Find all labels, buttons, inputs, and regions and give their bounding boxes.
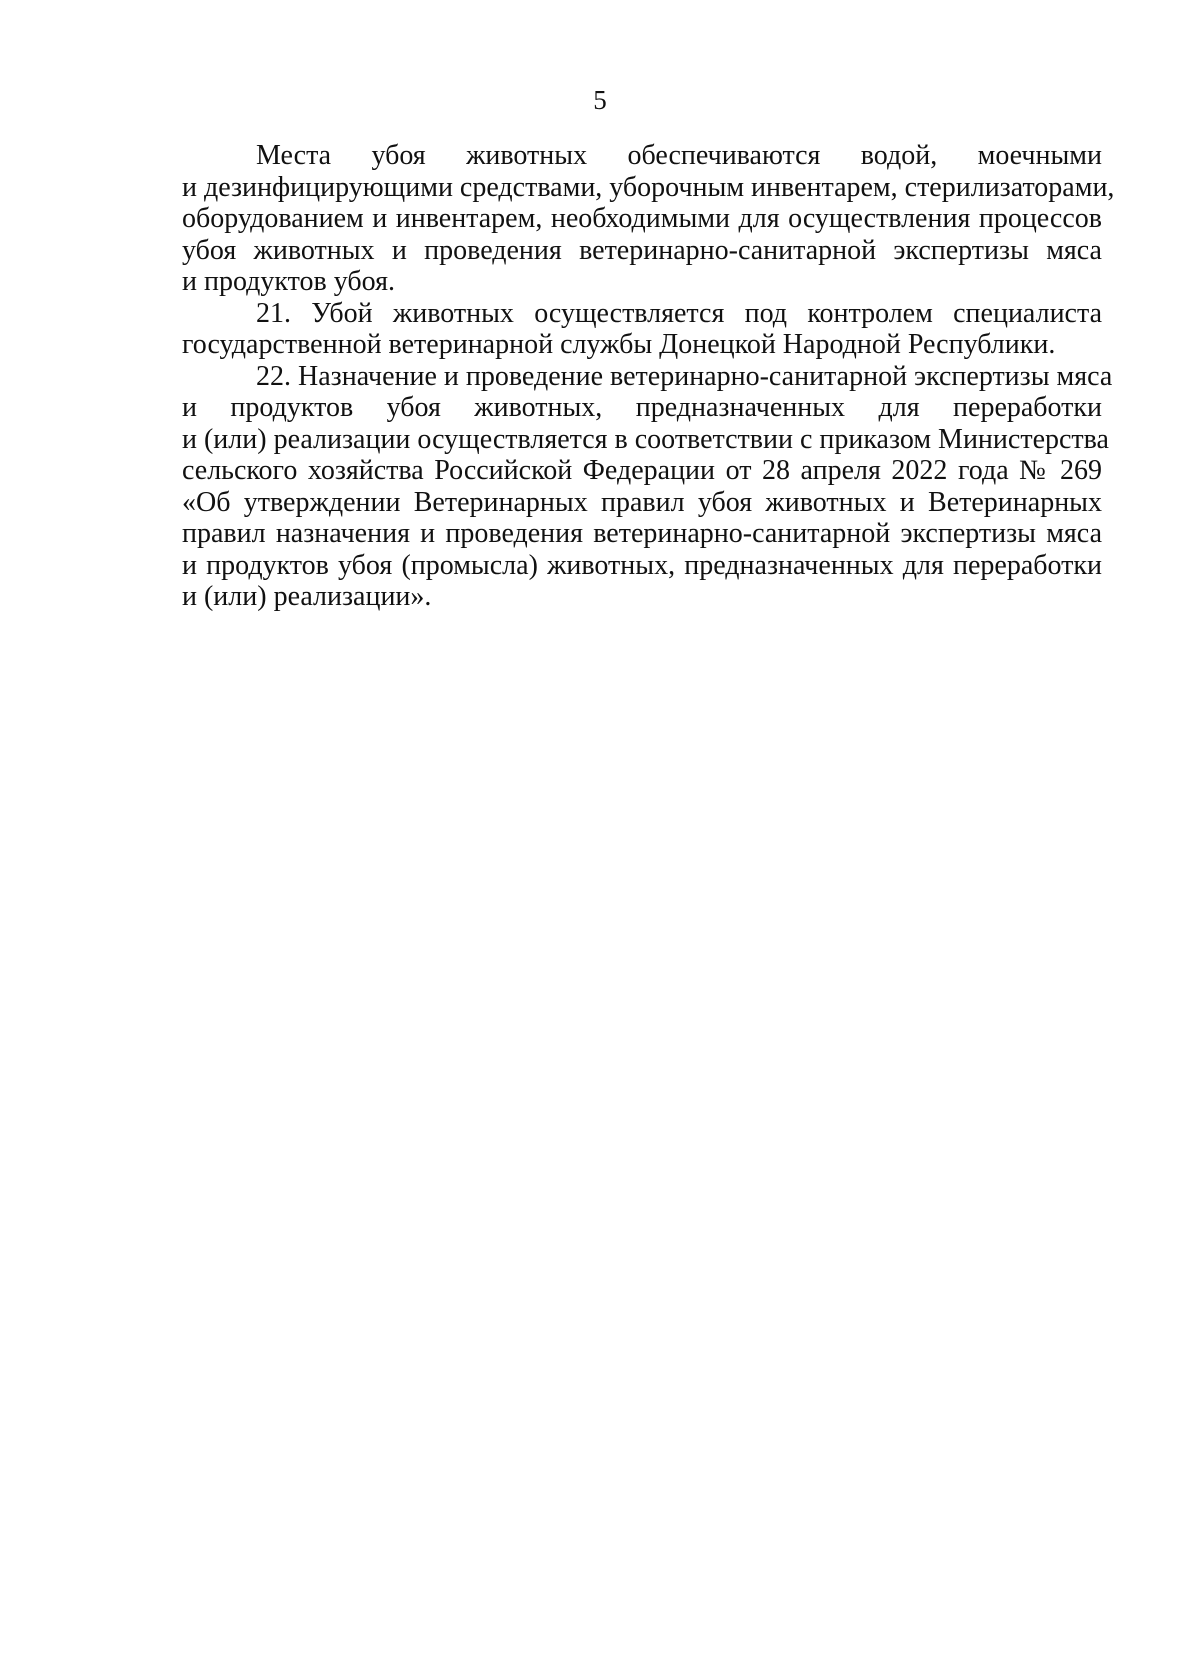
text-line: Места убоя животных обеспечиваются водой, моечными	[256, 140, 1102, 171]
text-line: оборудованием и инвентарем, необходимыми для осуществления процессов	[182, 203, 1102, 234]
text-line: 22. Назначение и проведение ветеринарно-санитарной экспертизы мяса	[256, 360, 1113, 392]
text-line: сельского хозяйства Российской Федерации от 28 апреля 2022 года № 269	[182, 455, 1102, 486]
text-line: и (или) реализации».	[182, 581, 432, 612]
text-line: и дезинфицирующими средствами, уборочным инвентарем, стерилизаторами,	[182, 171, 1115, 203]
text-line: и (или) реализации осуществляется в соответствии с приказом Министерства	[182, 423, 1109, 455]
text-line: правил назначения и проведения ветеринарно-санитарной экспертизы мяса	[182, 518, 1102, 549]
page-number: 5	[593, 85, 607, 115]
paragraph-1	[182, 140, 1115, 298]
paragraph-item-21	[182, 298, 1102, 361]
text-line: государственной ветеринарной службы Донецкой Народной Республики.	[182, 329, 1056, 360]
text-line: и продуктов убоя (промысла) животных, предназначенных для переработки	[182, 549, 1102, 581]
document-body	[182, 140, 1115, 613]
paragraph-item-22	[182, 360, 1113, 613]
text-line: 21. Убой животных осуществляется под контролем специалиста	[256, 297, 1102, 329]
text-line: и продуктов убоя животных, предназначенных для переработки	[182, 392, 1102, 423]
text-line: убоя животных и проведения ветеринарно-санитарной экспертизы мяса	[182, 234, 1102, 266]
text-line: и продуктов убоя.	[182, 266, 395, 297]
text-line: «Об утверждении Ветеринарных правил убоя животных и Ветеринарных	[182, 486, 1102, 518]
